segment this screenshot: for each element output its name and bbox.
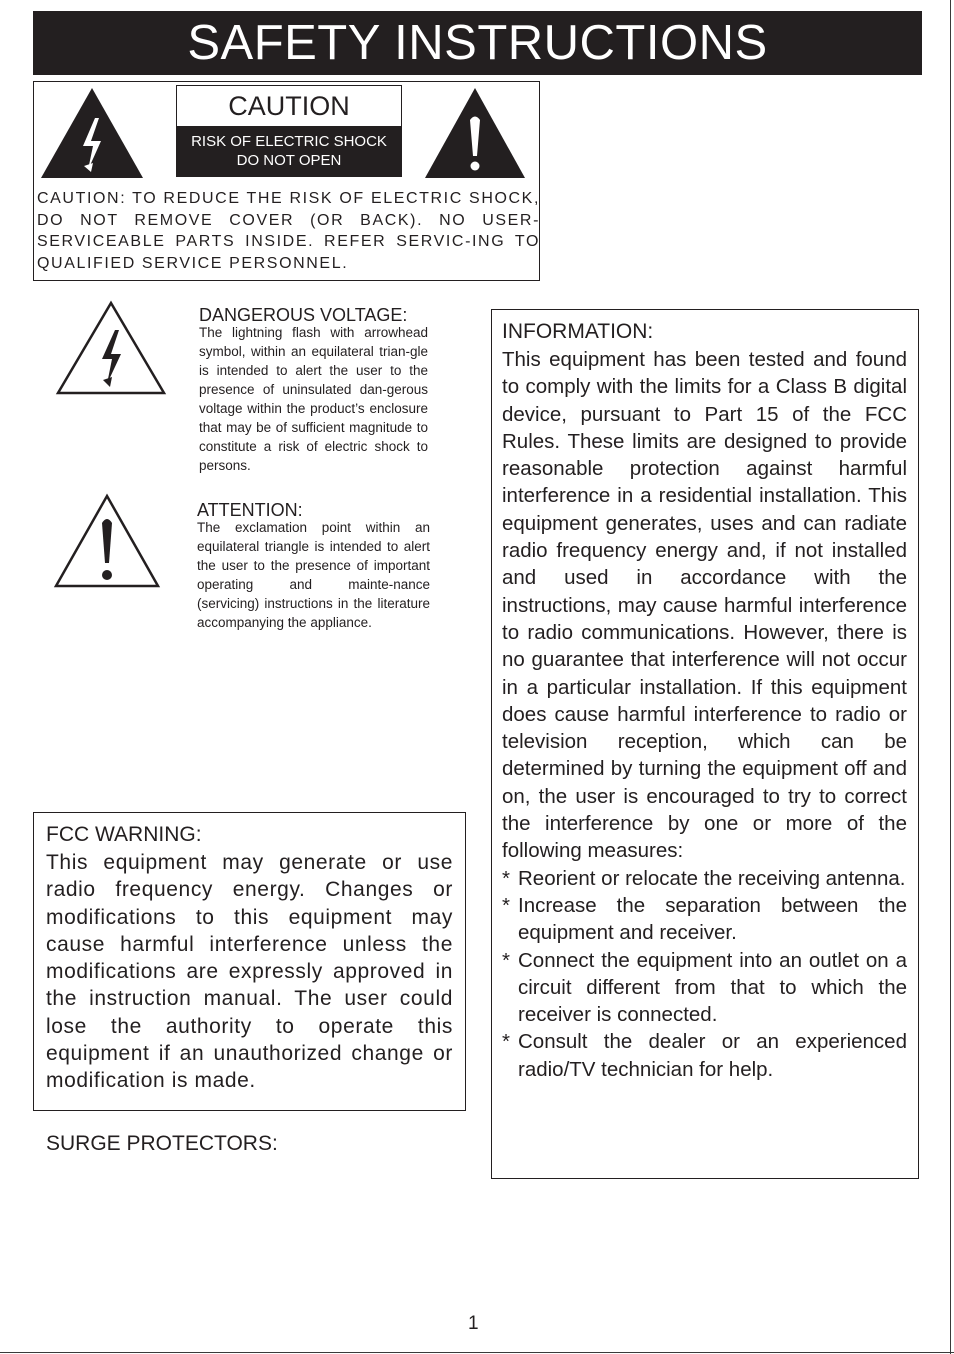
- page-edge-right: [950, 0, 951, 1354]
- caution-label: [176, 85, 402, 177]
- risk-line-1: RISK OF ELECTRIC SHOCK: [191, 133, 387, 150]
- caution-text: CAUTION: TO REDUCE THE RISK OF ELECTRIC SHOCK, DO NOT REMOVE COVER (OR BACK). NO USER-SERVICEABLE PARTS INSIDE. REFER SERVIC-ING TO QUALIFIED SERVICE PERSONNEL.: [37, 190, 540, 272]
- page-title: SAFETY INSTRUCTIONS: [33, 11, 922, 75]
- risk-line-2: DO NOT OPEN: [236, 152, 342, 169]
- bullet: *: [502, 1030, 510, 1054]
- fcc-warning-heading: FCC WARNING:: [46, 823, 202, 846]
- list-item: * Reorient or relocate the receiving antenna.: [502, 865, 907, 892]
- measures-list: [502, 865, 907, 1083]
- bullet: *: [502, 948, 510, 972]
- fcc-warning-body: This equipment may generate or use radio frequency energy. Changes or modifications to this equipment may cause harmful interference unless the modifications are expressly approved in the instruction manual. The user could lose the authority to operate this equipment if an unauthorized change or modification is made.: [46, 851, 453, 1093]
- attention-text: The exclamation point within an equilateral triangle is intended to alert the user to the presence of important operating and mainte-nance (servicing) instructions in the literature accompanying the appliance.: [197, 520, 430, 630]
- list-item: * Connect the equipment into an outlet on a circuit different from that to which the receiver is connected.: [502, 948, 907, 1027]
- page-edge-bottom: [0, 1352, 954, 1353]
- list-item: * Increase the separation between the equipment and receiver.: [502, 893, 907, 945]
- surge-protectors-heading: SURGE PROTECTORS:: [46, 1132, 278, 1155]
- lightning-triangle-icon: [55, 300, 167, 396]
- page-number: 1: [468, 1313, 479, 1334]
- fcc-warning-box: [33, 812, 466, 1111]
- exclamation-triangle-icon: [53, 493, 161, 589]
- dangerous-voltage-text: The lightning flash with arrowhead symbol, within an equilateral trian-gle is intended to alert the user to the presence of uninsulated dan-gerous voltage within the product’s enclosure that may be of sufficient magnitude to constitute a risk of electric shock to persons.: [199, 325, 428, 473]
- information-paragraph: This equipment has been tested and found to comply with the limits for a Class B digital device, pursuant to Part 15 of the FCC Rules. These limits are designed to provide reasonable protection against harmful interference in a residential installation. This equipment generates, uses and can radiate radio frequency energy and, if not installed and used in accordance with the instructions, may cause harmful interference to radio communications. However, there is no guarantee that interference will not occur in a particular installation. If this equipment does cause harmful interference to radio or television reception, which can be determined by turning the equipment off and on, the user is encouraged to try to correct the interference by one or more of the following measures:: [502, 348, 907, 863]
- caution-word: CAUTION: [228, 91, 350, 121]
- attention-heading: ATTENTION:: [197, 500, 303, 520]
- bullet: *: [502, 866, 510, 890]
- dangerous-voltage-heading: DANGEROUS VOLTAGE:: [199, 305, 408, 325]
- caution-panel: [33, 81, 540, 281]
- exclamation-triangle-icon: [423, 86, 527, 180]
- information-body: [502, 346, 907, 1083]
- information-box: [491, 309, 919, 1179]
- bullet: *: [502, 893, 510, 917]
- risk-of-shock-banner: [177, 126, 401, 176]
- list-item: * Consult the dealer or an experienced radio/TV technician for help.: [502, 1030, 907, 1081]
- information-heading: INFORMATION:: [502, 320, 654, 343]
- lightning-triangle-icon: [39, 86, 145, 180]
